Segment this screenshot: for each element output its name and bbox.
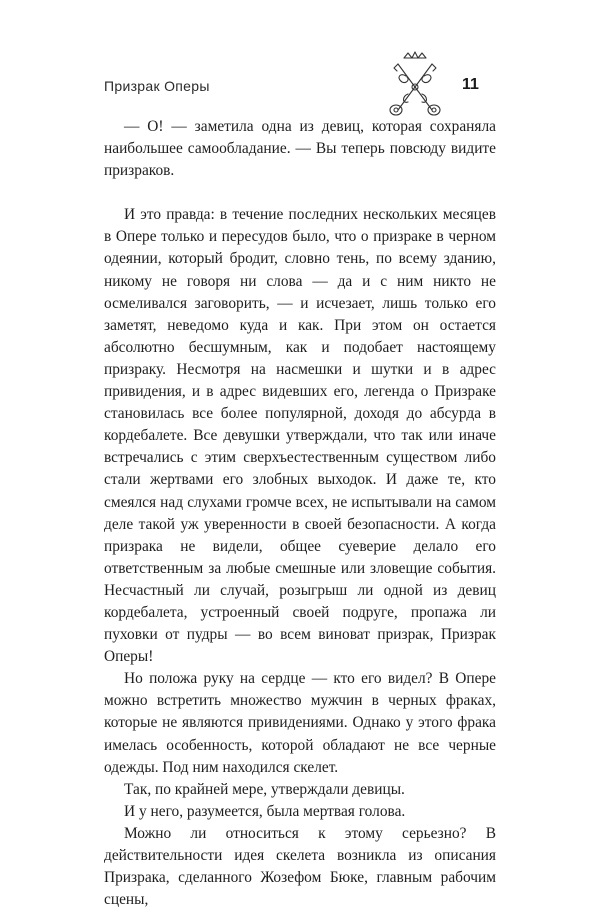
paragraph: И у него, разумеется, была мертвая голова.: [124, 802, 406, 820]
paragraph: — О! — заметила одна из девиц, которая сохраняла наибольшее самообладание. — Вы теперь повсюду видите призраков.: [104, 118, 496, 180]
paragraph: Но положа руку на сердце — кто его видел? В Опере можно встретить множество мужчин в черных фраках, которые не являются привидениями. Однако у этого фрака имелась особенность, которой обладают не все черные одежды. Под ним находился скелет.: [104, 670, 496, 776]
crossed-keys-ornament-icon: [386, 50, 444, 120]
page-number: 11: [462, 76, 479, 93]
paragraph: И это правда: в течение последних нескольких месяцев в Опере только и пересудов было, что о призраке в черном одеянии, который бродит, словно тень, по всему зданию, никому не говоря ни слова — да и с ним никто не осмеливался заговорить, — и исчезает, лишь только его заметят, неведомо куда и как. При этом он остается абсолютно бесшумным, как и подобает настоящему призраку. Несмотря на насмешки и шутки и в адрес привидения, и в адрес видевших его, легенда о Призраке становилась все более популярной, доходя до абсурда в кордебалете. Все девушки утверждали, что так или иначе встречались с этим сверхъестественным существом либо стали жертвами его злобных выходок. И даже те, кто смеялся над слухами громче всех, не испытывали на самом деле такой уж уверенности в своей безопасности. А когда призрака не видели, общее суеверие делало его ответственным за любые смешные или зловещие события. Несчастный ли случай, розыгрыш ли одной из девиц кордебалета, устроенный своей подруге, пропажа ли пуховки от пудры — во всем виноват призрак, Призрак Оперы!: [104, 206, 496, 666]
running-head-title: Призрак Оперы: [104, 78, 210, 94]
body-text: [104, 116, 496, 911]
paragraph: Можно ли относиться к этому серьезно? В действительности идея скелета возникла из описания Призрака, сделанного Жозефом Бюке, главным рабочим сцены,: [104, 824, 496, 909]
paragraph: Так, по крайней мере, утверждали девицы.: [124, 780, 405, 798]
